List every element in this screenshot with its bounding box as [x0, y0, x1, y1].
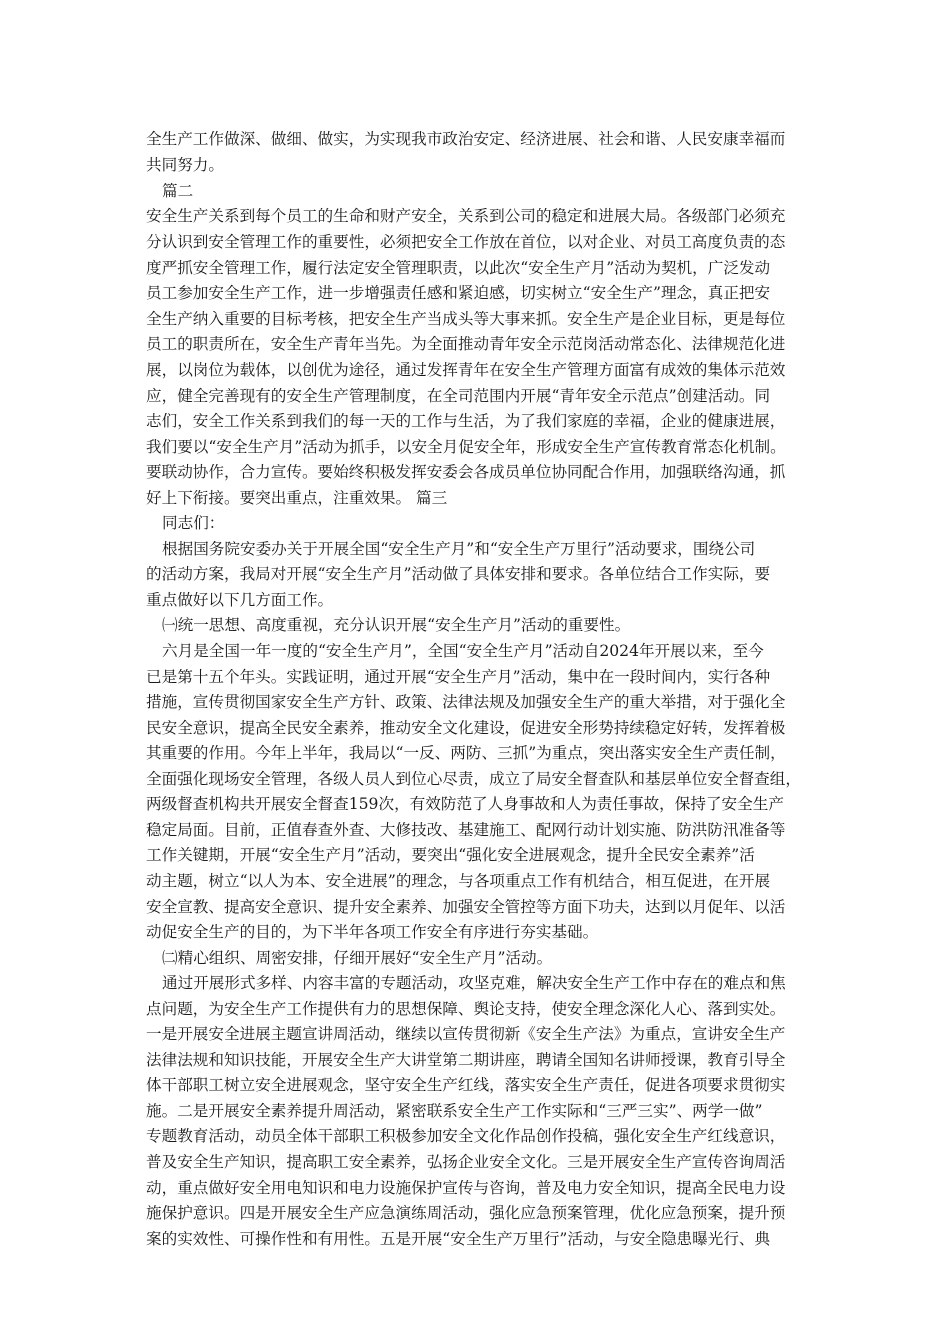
- text-line: 两级督查机构共开展安全督查159次，有效防范了人身事故和人为责任事故，保持了安全生产: [146, 795, 784, 813]
- text-line: 点问题，为安全生产工作提供有力的思想保障、舆论支持，使安全理念深化人心、落到实处。: [146, 1000, 786, 1018]
- text-line: 一是开展安全进展主题宣讲周活动，继续以宣传贯彻新《安全生产法》为重点，宣讲安全生产: [146, 1025, 786, 1043]
- section-heading: ㈡精心组织、周密安排，仔细开展好“安全生产月”活动。: [162, 949, 553, 967]
- text-line: 专题教育活动，动员全体干部职工积极参加安全文化作品创作投稿，强化安全生产红线意识，: [146, 1127, 786, 1145]
- section-heading: 篇二: [162, 182, 194, 200]
- text-line: 动促安全生产的目的，为下半年各项工作安全有序进行夯实基础。: [146, 923, 599, 941]
- text-line: 其重要的作用。今年上半年，我局以“一反、两防、三抓”为重点，突出落实安全生产责任制，: [146, 744, 786, 762]
- text-line: 施。二是开展安全素养提升周活动，紧密联系安全生产工作实际和“三严三实”、两学一做”: [146, 1102, 763, 1120]
- text-line: 全生产工作做深、做细、做实，为实现我市政治安定、经济进展、社会和谐、人民安康幸福而: [146, 130, 786, 148]
- text-line: 安全生产关系到每个员工的生命和财产安全，关系到公司的稳定和进展大局。各级部门必须充: [146, 207, 786, 225]
- text-line: 好上下衔接。要突出重点，注重效果。 篇三: [146, 489, 448, 507]
- text-line: 安全宣教、提高安全意识、提升安全素养、加强安全管控等方面下功夫，达到以月促年、以活: [146, 898, 786, 916]
- text-line: 应，健全完善现有的安全生产管理制度，在全司范围内开展“青年安全示范点”创建活动。同: [146, 387, 771, 405]
- text-line: 员工参加安全生产工作，进一步增强责任感和紧迫感，切实树立“安全生产”理念，真正把安: [146, 284, 771, 302]
- text-line: 全面强化现场安全管理，各级人员人到位心尽责，成立了局安全督查队和基层单位安全督查组，: [146, 770, 801, 788]
- text-line: 重点做好以下几方面工作。: [146, 591, 334, 609]
- text-line: 措施，宣传贯彻国家安全生产方针、政策、法律法规及加强安全生产的重大举措，对于强化全: [146, 693, 786, 711]
- text-line: 通过开展形式多样、内容丰富的专题活动，攻坚克难，解决安全生产工作中存在的难点和焦: [162, 974, 786, 992]
- text-line: 展，以岗位为载体，以创优为途径，通过发挥青年在安全生产管理方面富有成效的集体示范效: [146, 361, 786, 379]
- text-line: 六月是全国一年一度的“安全生产月”，全国“安全生产月”活动自2024年开展以来，至今: [162, 642, 764, 660]
- text-line: 体干部职工树立安全进展观念，坚守安全生产红线，落实安全生产责任，促进各项要求贯彻实: [146, 1076, 786, 1094]
- text-line: 共同努力。: [146, 156, 224, 174]
- section-heading: ㈠统一思想、高度重视，充分认识开展“安全生产月”活动的重要性。: [162, 616, 631, 634]
- text-line: 动，重点做好安全用电知识和电力设施保护宣传与咨询，普及电力安全知识，提高全民电力设: [146, 1179, 786, 1197]
- text-line: 员工的职责所在，安全生产青年当先。为全面推动青年安全示范岗活动常态化、法律规范化进: [146, 335, 786, 353]
- text-line: 度严抓安全管理工作，履行法定安全管理职责，以此次“安全生产月”活动为契机，广泛发动: [146, 259, 771, 277]
- text-line: 已是第十五个年头。实践证明，通过开展“安全生产月”活动，集中在一段时间内，实行各种: [146, 668, 771, 686]
- text-line: 稳定局面。目前，正值春查外查、大修技改、基建施工、配网行动计划实施、防洪防汛准备等: [146, 821, 786, 839]
- text-line: 民安全意识，提高全民安全素养，推动安全文化建设，促进安全形势持续稳定好转，发挥着极: [146, 719, 786, 737]
- text-line: 普及安全生产知识，提高职工安全素养，弘扬企业安全文化。三是开展安全生产宣传咨询周活: [146, 1153, 786, 1171]
- text-line: 动主题，树立“以人为本、安全进展”的理念，与各项重点工作有机结合，相互促进，在开展: [146, 872, 771, 890]
- text-line: 志们，安全工作关系到我们的每一天的工作与生活，为了我们家庭的幸福，企业的健康进展，: [146, 412, 786, 430]
- salutation: 同志们：: [162, 514, 225, 532]
- text-line: 施保护意识。四是开展安全生产应急演练周活动，强化应急预案管理，优化应急预案，提升预: [146, 1204, 786, 1222]
- text-line: 根据国务院安委办关于开展全国“安全生产月”和“安全生产万里行”活动要求，围绕公司: [162, 540, 756, 558]
- text-line: 的活动方案，我局对开展“安全生产月”活动做了具体安排和要求。各单位结合工作实际，要: [146, 565, 771, 583]
- text-line: 我们要以“安全生产月”活动为抓手，以安全月促安全年，形成安全生产宣传教育常态化机制。: [146, 438, 786, 456]
- text-line: 案的实效性、可操作性和有用性。五是开展“安全生产万里行”活动，与安全隐患曝光行、典: [146, 1230, 771, 1248]
- text-line: 全生产纳入重要的目标考核，把安全生产当成头等大事来抓。安全生产是企业目标，更是每位: [146, 310, 786, 328]
- text-line: 法律法规和知识技能，开展安全生产大讲堂第二期讲座，聘请全国知名讲师授课，教育引导全: [146, 1051, 786, 1069]
- text-line: 要联动协作，合力宣传。要始终积极发挥安委会各成员单位协同配合作用，加强联络沟通，抓: [146, 463, 786, 481]
- text-line: 分认识到安全管理工作的重要性，必须把安全工作放在首位，以对企业、对员工高度负责的态: [146, 233, 786, 251]
- text-line: 工作关键期，开展“安全生产月”活动，要突出“强化安全进展观念，提升全民安全素养”活: [146, 846, 755, 864]
